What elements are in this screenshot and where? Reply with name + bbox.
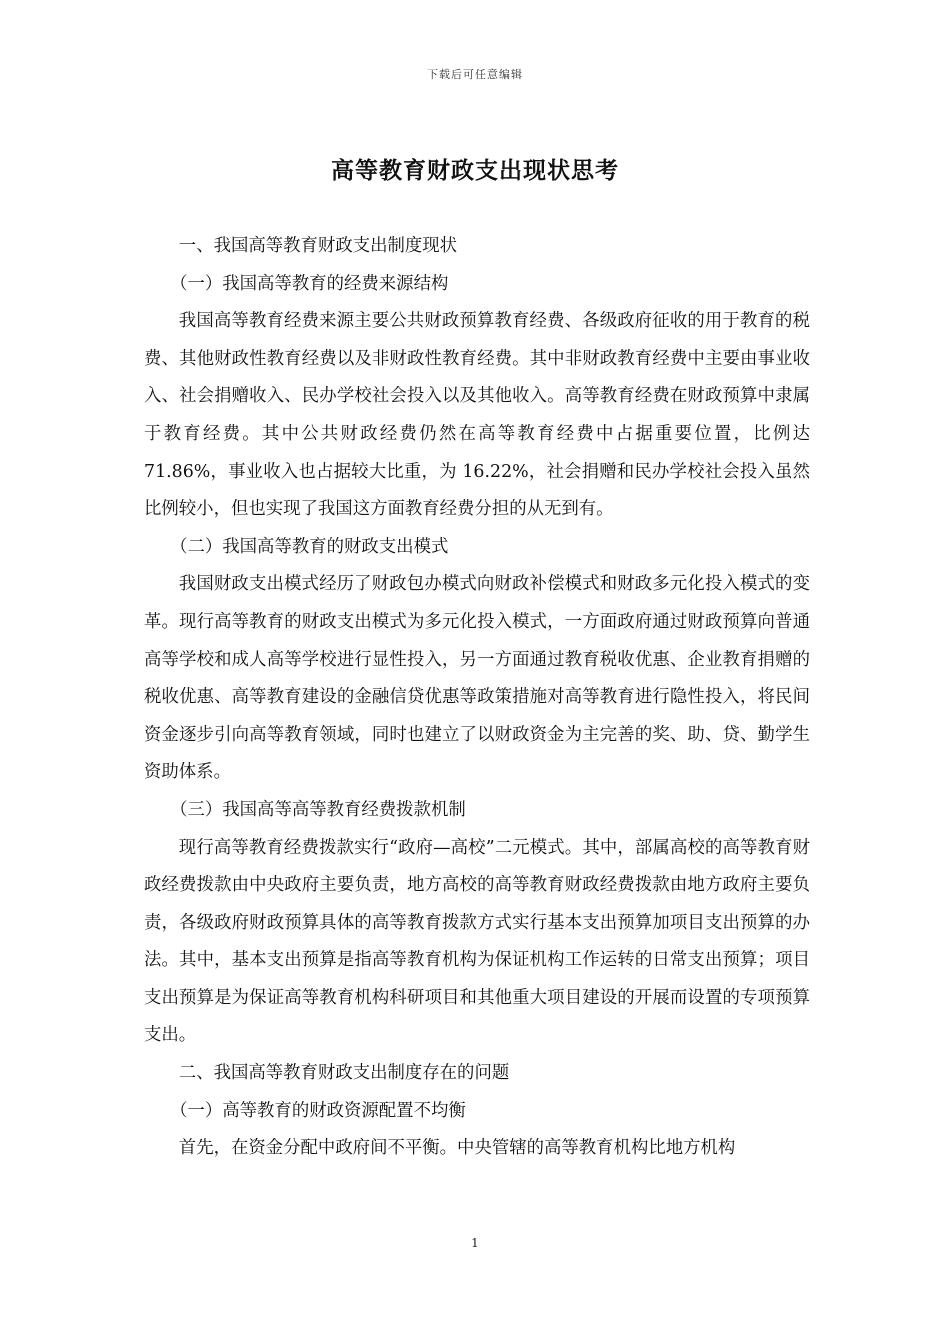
subsection-heading-1-2: （二）我国高等教育的财政支出模式 [170, 536, 449, 557]
subsection-heading-1-3: （三）我国高等高等教育经费拨款机制 [170, 799, 466, 820]
header-note: 下载后可任意编辑 [427, 68, 523, 81]
page-number: 1 [471, 1236, 479, 1250]
document-body [144, 228, 810, 1168]
document-title: 高等教育财政支出现状思考 [331, 157, 619, 184]
paragraph-funding-sources: 我国高等教育经费来源主要公共财政预算教育经费、各级政府征收的用于教育的税费、其他财政性教育经费以及非财政性教育经费。其中非财政教育经费中主要由事业收入、社会捐赠收入、民办学校社会投入以及其他收入。高等教育经费在财政预算中隶属于教育经费。其中公共财政经费仍然在高等教育经费中占据重要位置，比例达 71.86%，事业收入也占据较大比重，为 16.22%，社会捐赠和民办学校社会投入虽然比例较小，但也实现了我国这方面教育经费分担的从无到有。 [144, 311, 810, 520]
paragraph-imbalance: 首先，在资金分配中政府间不平衡。中央管辖的高等教育机构比地方机构 [178, 1138, 736, 1159]
subsection-heading-2-1: （一）高等教育的财政资源配置不均衡 [170, 1100, 466, 1121]
paragraph-expenditure-model: 我国财政支出模式经历了财政包办模式向财政补偿模式和财政多元化投入模式的变革。现行高等教育的财政支出模式为多元化投入模式，一方面政府通过财政预算向普通高等学校和成人高等学校进行显性投入，另一方面通过教育税收优惠、企业教育捐赠的税收优惠、高等教育建设的金融信贷优惠等政策措施对高等教育进行隐性投入，将民间资金逐步引向高等教育领域，同时也建立了以财政资金为主完善的奖、助、贷、勤学生资助体系。 [144, 574, 810, 783]
section-heading-2: 二、我国高等教育财政支出制度存在的问题 [178, 1063, 510, 1084]
subsection-heading-1-1: （一）我国高等教育的经费来源结构 [170, 273, 449, 294]
section-heading-1: 一、我国高等教育财政支出制度现状 [178, 236, 458, 256]
paragraph-allocation-mechanism: 现行高等教育经费拨款实行“政府—高校”二元模式。其中，部属高校的高等教育财政经费拨款由中央政府主要负责，地方高校的高等教育财政经费拨款由地方政府主要负责，各级政府财政预算具体的高等教育拨款方式实行基本支出预算加项目支出预算的办法。其中，基本支出预算是指高等教育机构为保证机构工作运转的日常支出预算；项目支出预算是为保证高等教育机构科研项目和其他重大项目建设的开展而设置的专项预算支出。 [144, 837, 810, 1046]
